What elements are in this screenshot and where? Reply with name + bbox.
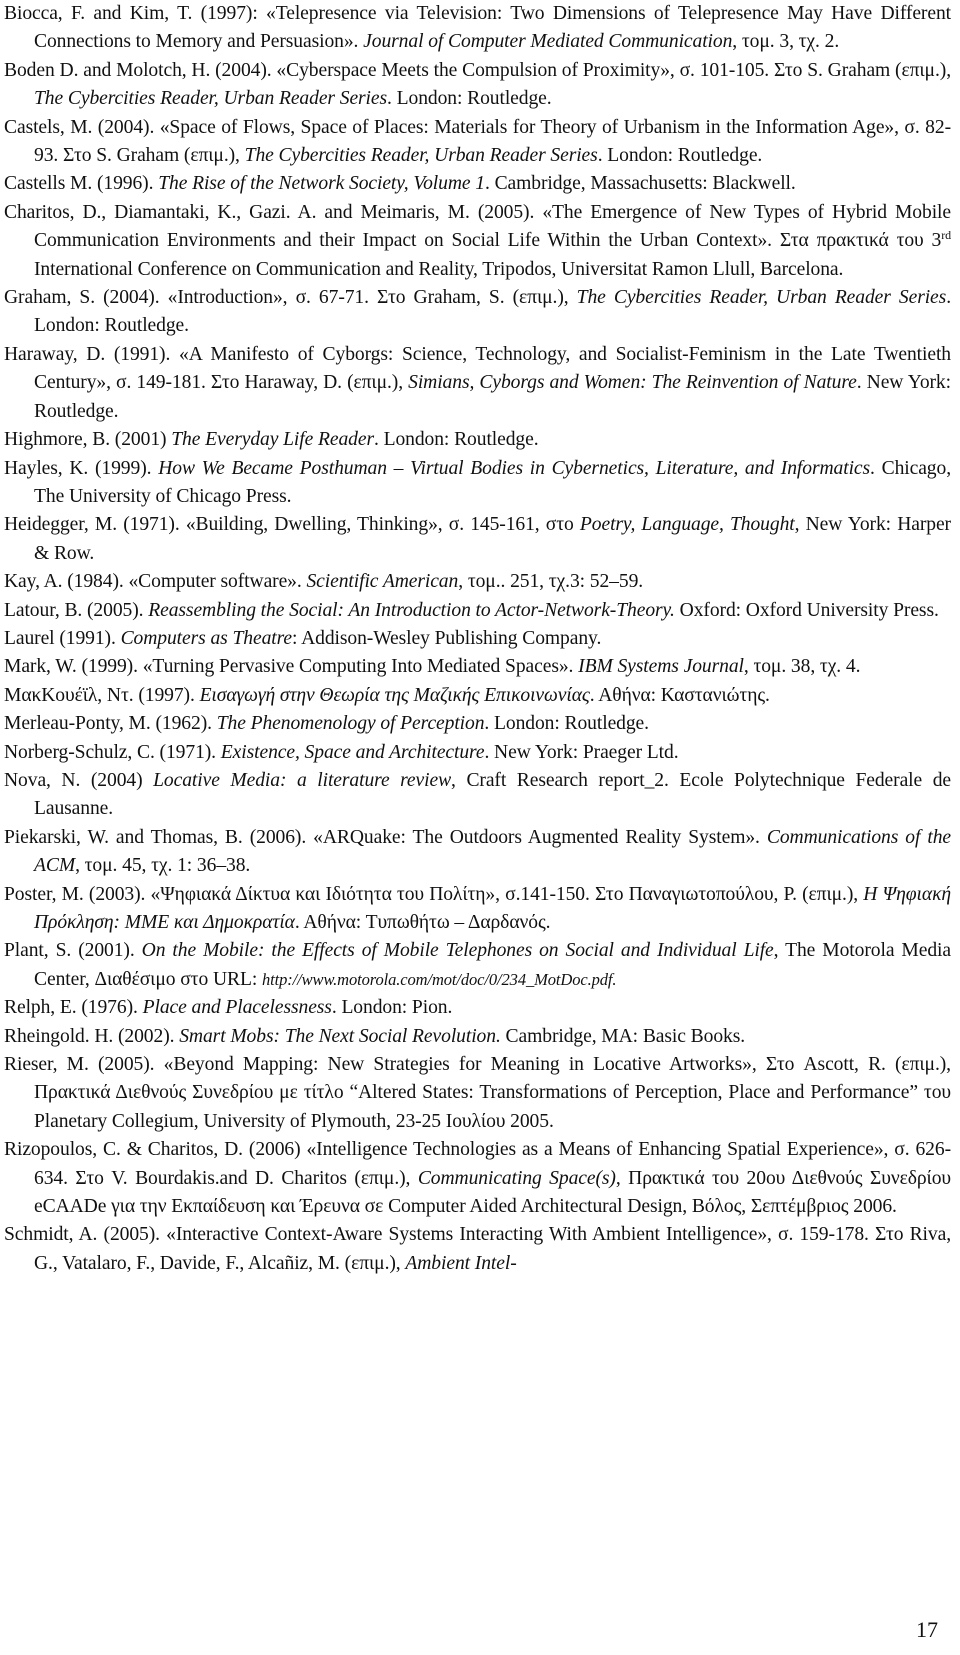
reference-title: Ambient Intel- [405, 1252, 517, 1274]
reference-text: Hayles, K. (1999). [4, 457, 159, 479]
reference-text: Rheingold. H. (2002). [4, 1025, 180, 1047]
reference-entry [4, 199, 951, 284]
reference-title: The Rise of the Network Society, Volume 1 [158, 173, 485, 195]
reference-entry [4, 426, 951, 454]
reference-text: Norberg-Schulz, C. (1971). [4, 741, 221, 763]
reference-title: IBM Systems Journal [578, 656, 744, 678]
reference-entry [4, 824, 951, 881]
reference-text: Schmidt, A. (2005). «Interactive Context-Aware Systems Interacting With Ambient Intelligence», σ. 159-178. Στο Riva, G., Vatalaro, F., Davide, F., Alcañiz, M. (επιμ.), [4, 1224, 951, 1274]
reference-entry [4, 1051, 951, 1136]
reference-entry [4, 937, 951, 994]
reference-title: How We Became Posthuman – Virtual Bodies in Cybernetics, Literature, and Informatics [158, 457, 871, 479]
reference-text: , τομ.. 251, τχ.3: 52–59. [458, 571, 644, 593]
reference-title: The Cybercities Reader, Urban Reader Series [34, 88, 388, 110]
reference-text: Relph, E. (1976). [4, 997, 143, 1019]
reference-entry [4, 682, 951, 710]
reference-entry [4, 881, 951, 938]
reference-text: . Αθήνα: Καστανιώτης. [589, 684, 770, 706]
reference-text: Plant, S. (2001). [4, 940, 142, 962]
reference-text: Charitos, D., Diamantaki, K., Gazi. A. and Meimaris, M. (2005). «The Emergence of New Types of Hybrid Mobile Communication Environments and their Impact on Social Life Within the Urban Context». Στα πρακτικά του 3 [4, 201, 951, 252]
reference-title: Smart Mobs: The Next Social Revolution. [179, 1025, 501, 1047]
reference-title: The Phenomenology of Perception [216, 713, 485, 735]
reference-text: Graham, S. (2004). «Introduction», σ. 67-71. Στο Graham, S. (επιμ.), [4, 287, 577, 309]
reference-text: ΜακΚουέϊλ, Ντ. (1997). [4, 684, 200, 706]
reference-text: . New York: Praeger Ltd. [484, 741, 679, 763]
reference-title: Communications of the ACM [34, 826, 951, 877]
reference-text: . London: Routledge. [373, 429, 539, 451]
reference-entry [4, 1136, 951, 1221]
reference-text: Castels, M. (2004). «Space of Flows, Space of Places: Materials for Theory of Urbanism in the Information Age», σ. 82-93. Στο S. Graham (επιμ.), [4, 116, 951, 167]
reference-text: Piekarski, W. and Thomas, B. (2006). «ARQuake: The Outdoors Augmented Reality System». [4, 826, 767, 848]
reference-entry [4, 767, 951, 824]
reference-entry [4, 739, 951, 767]
reference-entry [4, 710, 951, 738]
reference-title: Place and Placelessness [142, 997, 332, 1019]
reference-text: Highmore, B. (2001) [4, 429, 172, 451]
reference-entry [4, 170, 951, 198]
reference-list [4, 0, 951, 1278]
reference-title: Computers as Theatre [120, 627, 293, 649]
reference-text: Mark, W. (1999). «Turning Pervasive Computing Into Mediated Spaces». [4, 656, 579, 678]
reference-text: , Πρακτικά του 20ου Διεθνούς Συνεδρίου eCAADe για την Εκπαίδευση και Έρευνα σε Computer Aided Architectural Design, Βόλος, Σεπτέμβριος 2006. [34, 1167, 951, 1218]
reference-text: rd [941, 228, 951, 243]
reference-text: . Cambridge, Massachusetts: Blackwell. [484, 173, 796, 195]
reference-title: On the Mobile: the Effects of Mobile Telephones on Social and Individual Life [141, 940, 774, 962]
reference-entry [4, 994, 951, 1022]
reference-entry [4, 1221, 951, 1278]
reference-text: International Conference on Communication and Reality, Tripodos, Universitat Ramon Llull, Barcelona. [34, 258, 844, 280]
reference-text: . London: Routledge. [597, 145, 763, 167]
reference-title: Εισαγωγή στην Θεωρία της Μαζικής Επικοινωνίας [199, 684, 590, 706]
reference-text: , τομ. 3, τχ. 2. [732, 31, 840, 53]
reference-text: Haraway, D. (1991). «A Manifesto of Cyborgs: Science, Technology, and Socialist-Feminism in the Late Twentieth Century», σ. 149-181. Στο Haraway, D. (επιμ.), [4, 343, 951, 394]
reference-title: Communicating Space(s) [417, 1167, 616, 1189]
reference-title: Locative Media: a literature review [153, 769, 452, 791]
reference-title: The Cybercities Reader, Urban Reader Series [576, 287, 947, 309]
reference-text: , τομ. 38, τχ. 4. [743, 656, 861, 678]
reference-text: Merleau-Ponty, M. (1962). [4, 713, 217, 735]
reference-entry [4, 568, 951, 596]
reference-title: Reassembling the Social: An Introduction to Actor-Network-Theory. [148, 599, 675, 621]
reference-text: . Chicago, The University of Chicago Press. [34, 457, 951, 507]
reference-text: Poster, M. (2003). «Ψηφιακά Δίκτυα και Ιδιότητα του Πολίτη», σ.141-150. Στο Παναγιωτοπούλου, Ρ. (επιμ.), [4, 883, 864, 905]
reference-title: Journal of Computer Mediated Communication [363, 31, 733, 53]
reference-text: . London: Pion. [331, 997, 453, 1019]
reference-text: Laurel (1991). [4, 627, 121, 649]
reference-text: Castells M. (1996). [4, 173, 159, 195]
reference-entry [4, 57, 951, 114]
page-number: 17 [916, 1617, 938, 1642]
reference-text: Latour, B. (2005). [4, 599, 149, 621]
reference-text: , The Motorola Media Center, Διαθέσιμο στο URL: [34, 940, 951, 990]
reference-entry [4, 284, 951, 341]
reference-title: Scientific American [306, 571, 459, 593]
reference-entry [4, 511, 951, 568]
reference-entry [4, 114, 951, 171]
reference-title: The Everyday Life Reader [171, 429, 374, 451]
reference-title: Existence, Space and Architecture [220, 741, 485, 763]
reference-title: Poetry, Language, Thought [579, 514, 795, 536]
reference-text: . London: Routledge. [34, 287, 951, 337]
reference-url: http://www.motorola.com/mot/doc/0/234_MotDoc.pdf. [262, 969, 617, 989]
reference-text: . London: Routledge. [387, 88, 552, 110]
reference-entry [4, 455, 951, 512]
reference-entry [4, 597, 951, 625]
reference-text: . New York: Routledge. [34, 372, 951, 422]
reference-entry [4, 341, 951, 426]
reference-text: , τομ. 45, τχ. 1: 36–38. [75, 855, 251, 877]
reference-entry [4, 0, 951, 57]
reference-text: Biocca, F. and Kim, T. (1997): «Telepresence via Television: Two Dimensions of Telepresence May Have Different Connections to Memory and Persuasion». [4, 3, 951, 53]
reference-text: Rieser, M. (2005). «Beyond Mapping: New Strategies for Meaning in Locative Artworks», Στο Ascott, R. (επιμ.), Πρακτικά Διεθνούς Συνεδρίου με τίτλο “Altered States: Transformations of Perception, Place and Performance” του Planetary Collegium, University of Plymouth, 23-25 Ιουλίου 2005. [4, 1054, 951, 1132]
reference-entry [4, 653, 951, 681]
reference-entry [4, 1023, 951, 1051]
reference-text: , Craft Research report_2. Ecole Polytechnique Federale de Lausanne. [34, 769, 951, 820]
reference-text: Oxford: Oxford University Press. [674, 599, 939, 621]
reference-text: . Αθήνα: Τυπωθήτω – Δαρδανός. [294, 912, 551, 933]
reference-text: , New York: Harper & Row. [34, 514, 951, 564]
reference-title: The Cybercities Reader, Urban Reader Series [244, 145, 598, 167]
reference-title: Simians, Cyborgs and Women: The Reinvention of Nature [408, 372, 857, 394]
reference-text: Nova, N. (2004) [4, 769, 154, 791]
reference-text: Kay, A. (1984). «Computer software». [4, 571, 307, 593]
reference-text: Boden D. and Molotch, H. (2004). «Cyberspace Meets the Compulsion of Proximity», σ. 101-105. Στο S. Graham (επιμ.), [4, 59, 951, 81]
reference-title: Η Ψηφιακή Πρόκληση: ΜΜΕ και Δημοκρατία [34, 883, 951, 933]
reference-entry [4, 625, 951, 653]
reference-text: Heidegger, M. (1971). «Building, Dwelling, Thinking», σ. 145-161, στο [4, 514, 580, 536]
reference-text: Cambridge, MA: Basic Books. [500, 1025, 746, 1047]
reference-text: . London: Routledge. [484, 713, 649, 735]
reference-text: : Addison-Wesley Publishing Company. [292, 627, 602, 649]
reference-text: Rizopoulos, C. & Charitos, D. (2006) «Intelligence Technologies as a Means of Enhancing Spatial Experience», σ. 626-634. Στο V. Bourdakis.and D. Charitos (επιμ.), [4, 1139, 951, 1189]
